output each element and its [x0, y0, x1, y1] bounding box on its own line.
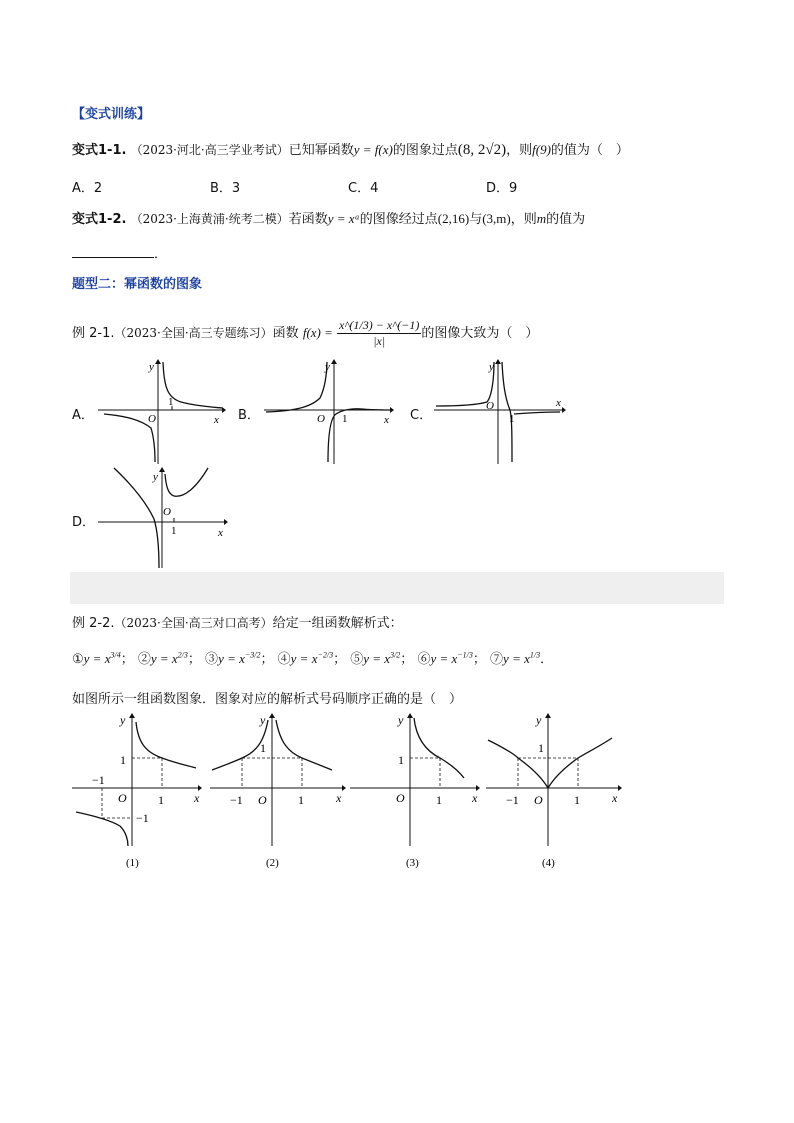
formula-3 [205, 652, 260, 667]
q1-1-func: y = f(x) [353, 142, 393, 157]
formula-exp: −1/3 [457, 650, 473, 660]
formula-base: y = x [503, 651, 530, 666]
ex2-2-question: 如图所示一组函数图象．图象对应的解析式号码顺序正确的是（ ） [72, 692, 463, 707]
q1-2-m: m [536, 211, 547, 226]
q1-2-text-d: ，则 [510, 212, 537, 227]
origin-label: O [317, 413, 325, 425]
formula-exp: −2/3 [317, 650, 334, 660]
example-2-1 [72, 318, 538, 349]
ex2-2-graph-4[interactable] [484, 712, 624, 870]
formula-exp: 1/3 [529, 650, 541, 660]
ex2-1-source: （2023·全国·高三专题练习） [114, 326, 273, 340]
caption-1: (1) [126, 857, 139, 869]
curve-left [76, 812, 128, 846]
q1-2-label: 变式1-2. [72, 212, 127, 227]
y-axis-arrow-icon [129, 713, 135, 718]
formula-base: y = x [430, 651, 458, 666]
section-heading: 【变式训练】 [72, 107, 151, 122]
one-x-label: 1 [298, 793, 304, 807]
q1-1-option-c: C．4 [348, 181, 379, 196]
ex2-2-graph-3[interactable] [348, 712, 482, 870]
one-x-label: 1 [436, 793, 442, 807]
y-axis-arrow-icon [159, 467, 165, 472]
ex2-2-graph-2[interactable] [208, 712, 348, 870]
one-x-label: 1 [574, 793, 580, 807]
formula-mark: ② [137, 652, 151, 667]
formula-2 [138, 652, 188, 667]
origin-label: O [396, 791, 405, 805]
one-y-label: 1 [398, 753, 404, 767]
question-1-1 [72, 139, 629, 159]
y-label: y [260, 713, 266, 727]
ex2-1-graph-c[interactable] [432, 358, 566, 466]
q1-1-point: (8, 2√2) [457, 142, 507, 158]
formula-base: y = x [83, 651, 111, 666]
formula-exp: 2/3 [177, 650, 188, 660]
y-label: y [325, 361, 330, 373]
q1-2-text-c: 与 [469, 212, 483, 227]
ex2-1-option-label-b: B． [238, 408, 260, 423]
example-2-2 [72, 612, 403, 631]
ex2-1-option-label-a: A． [72, 408, 94, 423]
q1-2-text-a: 若函数 [288, 212, 328, 227]
q1-1-option-b: B．3 [210, 181, 241, 196]
x-axis-arrow-icon [562, 407, 566, 413]
ex2-1-graph-b[interactable] [262, 358, 394, 466]
ex2-1-option-label-d: D． [72, 515, 96, 530]
curve-right [165, 468, 208, 496]
formula-exp: 3/4 [110, 650, 121, 660]
ex2-2-text-a: 给定一组函数解析式： [272, 616, 403, 631]
y-axis-arrow-icon [331, 359, 337, 364]
formula-base: y = x [363, 651, 391, 666]
x-axis-arrow-icon [390, 407, 394, 413]
one-x-label: 1 [158, 793, 164, 807]
neg-one-x-label: −1 [92, 773, 105, 787]
type2-heading: 题型二：幂函数的图象 [72, 277, 203, 292]
curve-left [266, 362, 327, 412]
ex2-1-fraction [337, 318, 421, 349]
one-y-label: 1 [260, 741, 266, 755]
origin-label: O [486, 400, 494, 412]
caption-3: (3) [406, 857, 419, 869]
formula-base: y = x [150, 651, 178, 666]
ex2-1-graph-d[interactable] [96, 464, 230, 570]
x-label: x [384, 414, 389, 426]
ex2-1-option-label-c: C． [410, 408, 433, 423]
x-label: x [556, 397, 561, 409]
x-label: x [472, 791, 478, 805]
caption-4: (4) [542, 857, 555, 869]
q1-2-text-e: 的值为 [546, 212, 586, 227]
formula-mark: ⑥ [417, 652, 431, 667]
one-y-label: 1 [538, 741, 544, 755]
ex2-1-text-b: 的图像大致为（ ） [421, 326, 539, 341]
origin-label: O [148, 413, 156, 425]
caption-2: (2) [266, 857, 279, 869]
q1-2-text-b: 的图像经过点 [359, 212, 438, 227]
q1-2-p1: (2,16) [437, 211, 470, 226]
q1-1-text-d: 的值为（ ） [550, 143, 629, 158]
q1-1-option-a: A．2 [72, 181, 103, 196]
ex2-1-label: 例 2-1. [72, 326, 115, 341]
formula-exp: −3/2 [244, 650, 261, 660]
x-axis-arrow-icon [222, 407, 226, 413]
formula-exp: 3/2 [390, 650, 401, 660]
neg-one-x-label: −1 [230, 793, 243, 807]
y-label: y [489, 361, 494, 373]
x-label: x [214, 414, 219, 426]
y-axis-arrow-icon [545, 713, 551, 718]
x-axis-arrow-icon [342, 785, 346, 791]
formula-7 [490, 652, 540, 667]
ex2-1-text-a: 函数 [272, 326, 299, 341]
formula-1 [72, 652, 121, 667]
y-label: y [149, 361, 154, 373]
origin-label: O [118, 791, 127, 805]
answer-area [70, 572, 724, 604]
y-axis-arrow-icon [495, 359, 501, 364]
q1-1-source: （2023·河北·高三学业考试） [130, 143, 289, 157]
one-label: 1 [342, 413, 348, 425]
question-1-2 [72, 208, 585, 227]
formula-mark: ⑤ [350, 652, 364, 667]
y-axis-arrow-icon [155, 359, 161, 364]
ex2-1-graph-a[interactable] [96, 358, 226, 466]
formula-mark: ④ [277, 652, 291, 667]
formula-4 [278, 652, 333, 667]
curve-right [136, 722, 196, 768]
y-label: y [120, 713, 126, 727]
origin-label: O [258, 793, 267, 807]
q1-1-label: 变式1-1. [72, 143, 127, 158]
y-axis-arrow-icon [269, 713, 275, 718]
ex2-2-source: （2023·全国·高三对口高考） [114, 616, 273, 630]
curve-right [328, 409, 390, 462]
y-label: y [398, 713, 404, 727]
curve [414, 718, 464, 778]
formula-6 [417, 652, 472, 667]
formula-base: y = x [290, 651, 318, 666]
x-label: x [612, 791, 618, 805]
formula-5 [350, 652, 400, 667]
x-label: x [194, 791, 200, 805]
q1-1-option-d: D．9 [486, 181, 518, 196]
q1-2-source: （2023·上海黄浦·统考二模） [130, 212, 289, 226]
curve-right [514, 412, 560, 414]
formula-mark: ① [72, 652, 84, 667]
q1-2-p2: (3,m) [482, 211, 511, 226]
curve-right [276, 720, 332, 770]
y-label: y [536, 713, 542, 727]
ex2-1-denominator: |x| [373, 334, 386, 348]
q1-1-f9: f(9) [532, 142, 551, 157]
curve-middle [502, 362, 512, 462]
x-label: x [336, 791, 342, 805]
ex2-2-formulas: ①y = $x^{3/4}$； ②y = $x^{2/3}$； ③y = $x^{-3/2}$； ④y = $x^{-2/3}$； ⑤y = $x^{3/2}$； ⑥y = $x^{-1/3}$； ⑦y = $x^{1/3}$． [72, 650, 554, 667]
x-axis-arrow-icon [618, 785, 622, 791]
x-axis-arrow-icon [224, 519, 228, 525]
ex2-1-func-lhs: f(x) = [302, 325, 333, 340]
q1-1-text-c: ，则 [506, 143, 533, 158]
one-label: 1 [168, 396, 174, 408]
formula-mark: ⑦ [490, 652, 504, 667]
curve-left [114, 468, 159, 568]
neg-one-y-label: −1 [136, 811, 149, 825]
formula-base: y = x [218, 651, 245, 666]
curve-right [548, 738, 612, 788]
ex2-1-numerator: x^(1/3) − x^(−1) [339, 318, 420, 332]
one-label: 1 [171, 525, 177, 537]
ex2-2-graph-1[interactable] [70, 712, 204, 870]
q1-2-func: y = xᵃ [327, 211, 360, 226]
one-y-label: 1 [120, 753, 126, 767]
ex2-2-label: 例 2-2. [72, 616, 115, 631]
formula-mark: ③ [205, 652, 219, 667]
one-label: 1 [509, 413, 515, 425]
y-label: y [153, 471, 158, 483]
y-axis-arrow-icon [407, 713, 413, 718]
origin-label: O [163, 506, 171, 518]
q1-2-answer-line [72, 243, 167, 262]
origin-label: O [534, 793, 543, 807]
q1-1-text-a: 已知幂函数 [288, 143, 354, 158]
q1-2-tail: ． [154, 247, 168, 262]
answer-blank[interactable] [72, 245, 154, 258]
x-label: x [218, 527, 223, 539]
q1-1-text-b: 的图象过点 [392, 143, 458, 158]
neg-one-x-label: −1 [506, 793, 519, 807]
